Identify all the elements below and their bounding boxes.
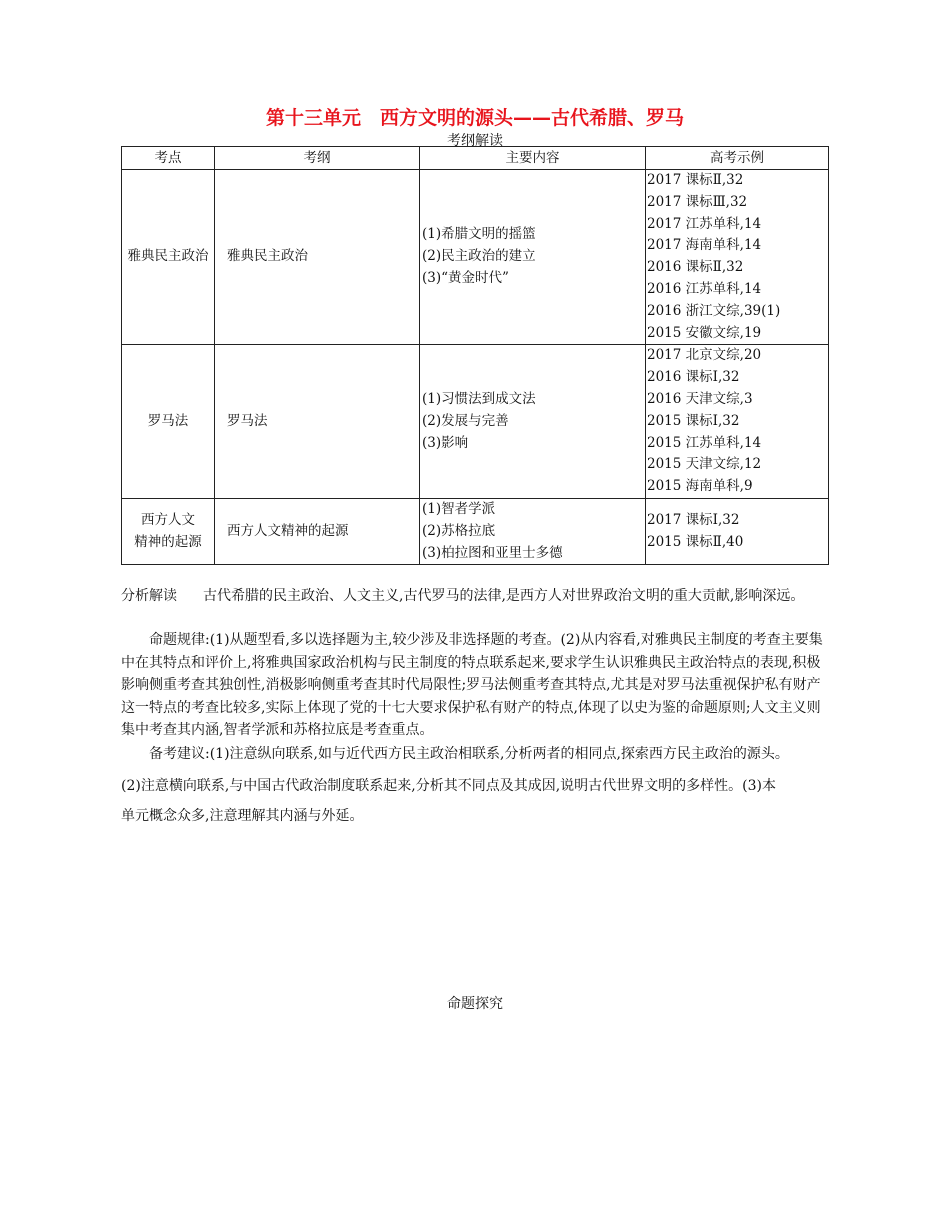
cell-content: (1)希腊文明的摇篮 (2)民主政治的建立 (3)“黄金时代” bbox=[420, 170, 646, 345]
cell-point: 罗马法 bbox=[122, 345, 215, 499]
header-content: 主要内容 bbox=[420, 147, 646, 170]
table-row bbox=[122, 345, 829, 499]
section-title: 命题探究 bbox=[447, 996, 503, 1012]
cell-content: (1)智者学派 (2)苏格拉底 (3)柏拉图和亚里士多德 bbox=[420, 498, 646, 564]
advice-line-2: (2)注意横向联系,与中国古代政治制度联系起来,分析其不同点及其成因,说明古代世界文明的多样性。(3)本 bbox=[121, 778, 777, 794]
cell-content: (1)习惯法到成文法 (2)发展与完善 (3)影响 bbox=[420, 345, 646, 499]
header-examples: 高考示例 bbox=[646, 147, 829, 170]
rules-paragraph: 命题规律:(1)从题型看,多以选择题为主,较少涉及非选择题的考查。(2)从内容看,对雅典民主制度的考查主要集中在其特点和评价上,将雅典国家政治机构与民主制度的特点联系起来,要求学生认识雅典民主政治特点的表现,积极影响侧重考查其独创性,消极影响侧重考查其时代局限性;罗马法侧重考查其特点,尤其是对罗马法重视保护私有财产这一特点的考查比较多,实际上体现了党的十七大要求保护私有财产的特点,体现了以史为鉴的命题原则;人文主义则集中考查其内涵,智者学派和苏格拉底是考查重点。 bbox=[121, 632, 823, 738]
analysis-label: 分析解读 bbox=[121, 588, 177, 604]
advice-line-3: 单元概念众多,注意理解其内涵与外延。 bbox=[121, 808, 364, 824]
cell-examples: 2017 课标Ⅰ,32 2015 课标Ⅱ,40 bbox=[646, 498, 829, 564]
table-header-row bbox=[122, 147, 829, 170]
table-row bbox=[122, 498, 829, 564]
unit-title: 第十三单元 西方文明的源头——古代希腊、罗马 bbox=[265, 107, 684, 129]
analysis-text: 古代希腊的民主政治、人文主义,古代罗马的法律,是西方人对世界政治文明的重大贡献,影响深远。 bbox=[203, 588, 805, 604]
header-point: 考点 bbox=[122, 147, 215, 170]
table-row bbox=[122, 170, 829, 345]
cell-examples: 2017 北京文综,20 2016 课标Ⅰ,32 2016 天津文综,3 2015 课标Ⅰ,32 2015 江苏单科,14 2015 天津文综,12 2015 海南单科,9 bbox=[646, 345, 829, 499]
cell-point: 西方人文 精神的起源 bbox=[122, 498, 215, 564]
header-outline: 考纲 bbox=[215, 147, 420, 170]
cell-examples: 2017 课标Ⅱ,32 2017 课标Ⅲ,32 2017 江苏单科,14 2017 海南单科,14 2016 课标Ⅱ,32 2016 江苏单科,14 2016 浙江文综,39(1) 2015 安徽文综,19 bbox=[646, 170, 829, 345]
syllabus-table bbox=[121, 146, 829, 565]
cell-outline: 罗马法 bbox=[215, 345, 420, 499]
advice-line-1: 备考建议:(1)注意纵向联系,如与近代西方民主政治相联系,分析两者的相同点,探索西方民主政治的源头。 bbox=[149, 746, 789, 762]
cell-outline: 西方人文精神的起源 bbox=[215, 498, 420, 564]
analysis-paragraph bbox=[121, 586, 831, 607]
table-caption: 考纲解读 bbox=[447, 133, 503, 149]
cell-outline: 雅典民主政治 bbox=[215, 170, 420, 345]
cell-point: 雅典民主政治 bbox=[122, 170, 215, 345]
